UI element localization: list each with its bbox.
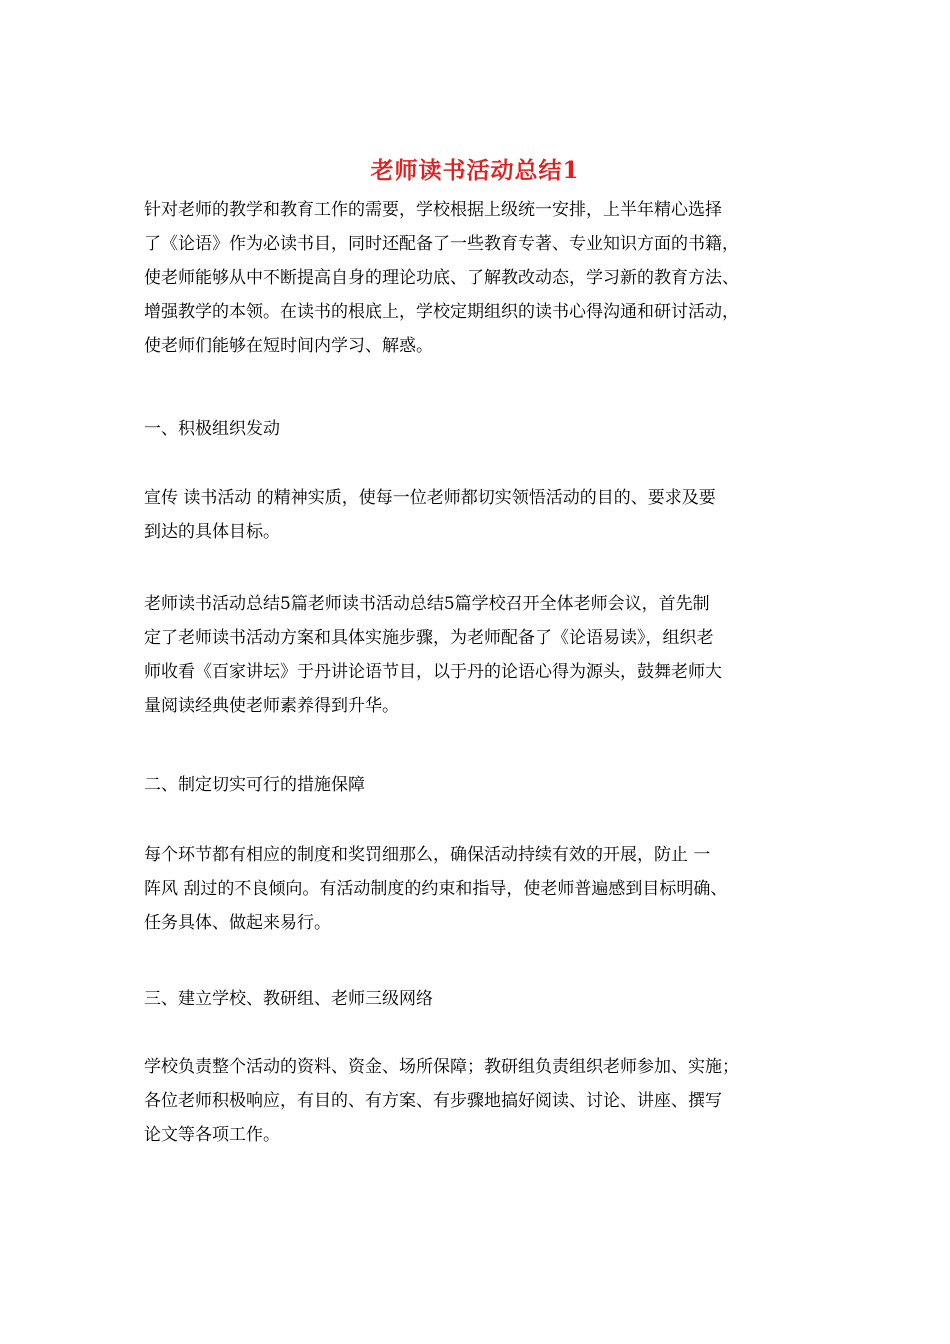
section2-line-1: 每个环节都有相应的制度和奖罚细那么，确保活动持续有效的开展，防止 一	[144, 845, 711, 865]
section1-p2-line-2: 定了老师读书活动方案和具体实施步骤，为老师配备了《论语易读》，组织老	[144, 628, 714, 648]
page-title: 老师读书活动总结1	[370, 157, 580, 184]
section1-p1-line-1: 宣传 读书活动 的精神实质，使每一位老师都切实领悟活动的目的、要求及要	[144, 488, 716, 508]
section1-p2-line-1: 老师读书活动总结5篇老师读书活动总结5篇学校召开全体老师会议，首先制	[144, 594, 710, 614]
section1-p2-line-3: 师收看《百家讲坛》于丹讲论语节目，以于丹的论语心得为源头，鼓舞老师大	[144, 662, 722, 682]
intro-paragraph	[144, 193, 814, 363]
section2-line-2: 阵风 刮过的不良倾向。有活动制度的约束和指导，使老师普遍感到目标明确、	[144, 879, 728, 899]
section1-p2-line-4: 量阅读经典使老师素养得到升华。	[144, 696, 399, 716]
section-heading-2: 二、制定切实可行的措施保障	[144, 775, 365, 795]
section2-line-3: 任务具体、做起来易行。	[144, 913, 331, 933]
intro-line-1: 针对老师的教学和教育工作的需要，学校根据上级统一安排，上半年精心选择	[144, 200, 722, 220]
section-heading-3: 三、建立学校、教研组、老师三级网络	[144, 989, 433, 1009]
section3-line-1: 学校负责整个活动的资料、资金、场所保障；教研组负责组织老师参加、实施；	[144, 1057, 739, 1077]
section3-paragraph	[144, 1050, 814, 1152]
intro-line-5: 使老师们能够在短时间内学习、解惑。	[144, 336, 433, 356]
section1-p1-line-2: 到达的具体目标。	[144, 522, 280, 542]
intro-line-4: 增强教学的本领。在读书的根底上，学校定期组织的读书心得沟通和研讨活动，	[144, 302, 739, 322]
section2-paragraph	[144, 838, 814, 940]
intro-line-3: 使老师能够从中不断提高自身的理论功底、了解教改动态，学习新的教育方法、	[144, 268, 739, 288]
section-heading-1: 一、积极组织发动	[144, 419, 280, 439]
section3-line-3: 论文等各项工作。	[144, 1125, 280, 1145]
section1-paragraph-2	[144, 587, 814, 723]
section1-paragraph-1	[144, 481, 814, 549]
intro-line-2: 了《论语》作为必读书目，同时还配备了一些教育专著、专业知识方面的书籍，	[144, 234, 739, 254]
section3-line-2: 各位老师积极响应，有目的、有方案、有步骤地搞好阅读、讨论、讲座、撰写	[144, 1091, 722, 1111]
